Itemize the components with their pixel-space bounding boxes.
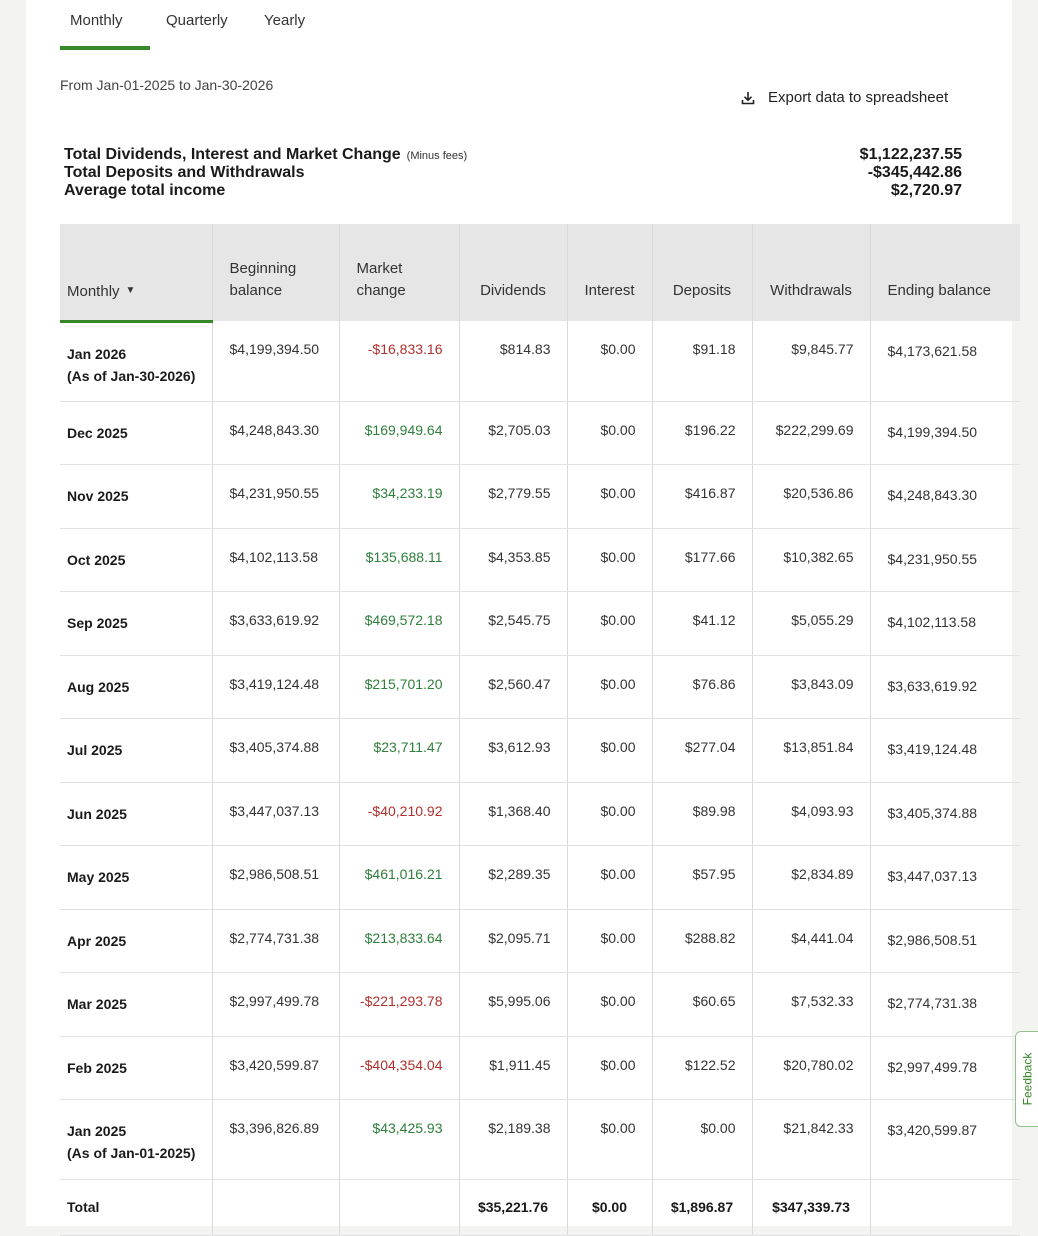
market-change-cell: $34,233.19 <box>339 464 459 528</box>
interest-cell: $0.00 <box>567 718 652 782</box>
table-row <box>60 655 1020 718</box>
deposits-cell: $288.82 <box>652 909 752 972</box>
beginning-balance-cell: $4,102,113.58 <box>212 528 339 591</box>
dividends-cell: $2,705.03 <box>459 401 567 464</box>
total-label: Total <box>60 1179 212 1235</box>
period-cell: Jul 2025 <box>60 718 212 782</box>
table-row <box>60 718 1020 782</box>
market-change-cell: -$404,354.04 <box>339 1036 459 1099</box>
summary-block <box>64 146 962 200</box>
period-cell: Dec 2025 <box>60 401 212 464</box>
interest-cell: $0.00 <box>567 782 652 845</box>
activity-table-container[interactable] <box>60 224 991 1220</box>
beginning-balance-cell: $3,447,037.13 <box>212 782 339 845</box>
deposits-cell: $76.86 <box>652 655 752 718</box>
total-empty-cell <box>212 1179 339 1235</box>
as-of-note: (As of Jan-01-2025) <box>67 1144 196 1161</box>
download-icon <box>740 90 756 106</box>
table-row <box>60 401 1020 464</box>
withdrawals-cell: $20,536.86 <box>752 464 870 528</box>
withdrawals-cell: $10,382.65 <box>752 528 870 591</box>
minus-fees-note: (Minus fees) <box>406 150 468 162</box>
deposits-cell: $122.52 <box>652 1036 752 1099</box>
interest-cell: $0.00 <box>567 591 652 655</box>
period-cell: Jun 2025 <box>60 782 212 845</box>
withdrawals-cell: $13,851.84 <box>752 718 870 782</box>
table-row <box>60 591 1020 655</box>
beginning-balance-cell: $2,997,499.78 <box>212 972 339 1036</box>
market-change-cell: $461,016.21 <box>339 845 459 909</box>
interest-cell: $0.00 <box>567 972 652 1036</box>
total-interest: $0.00 <box>567 1179 652 1235</box>
market-change-cell: $43,425.93 <box>339 1099 459 1179</box>
dividends-cell: $2,289.35 <box>459 845 567 909</box>
period-cell: Mar 2025 <box>60 972 212 1036</box>
withdrawals-cell: $21,842.33 <box>752 1099 870 1179</box>
period-cell: Apr 2025 <box>60 909 212 972</box>
column-header-withdrawals: Withdrawals <box>752 224 870 321</box>
column-header-dividends: Dividends <box>459 224 567 321</box>
table-row <box>60 972 1020 1036</box>
table-row <box>60 464 1020 528</box>
market-change-cell: $169,949.64 <box>339 401 459 464</box>
interest-cell: $0.00 <box>567 845 652 909</box>
feedback-label: Feedback <box>1020 1052 1035 1106</box>
deposits-cell: $177.66 <box>652 528 752 591</box>
interest-cell: $0.00 <box>567 528 652 591</box>
period-cell: May 2025 <box>60 845 212 909</box>
market-change-cell: $213,833.64 <box>339 909 459 972</box>
ending-balance-cell: $3,419,124.48 <box>870 718 1020 782</box>
ending-balance-cell: $4,231,950.55 <box>870 528 1020 591</box>
withdrawals-cell: $20,780.02 <box>752 1036 870 1099</box>
tab-quarterly[interactable]: Quarterly <box>166 12 228 29</box>
deposits-cell: $60.65 <box>652 972 752 1036</box>
interest-cell: $0.00 <box>567 909 652 972</box>
summary-average-value: $2,720.97 <box>890 182 962 199</box>
period-cell: Jan 2026 (As of Jan-30-2026) <box>60 321 212 401</box>
activity-card <box>26 0 1012 1226</box>
beginning-balance-cell: $3,420,599.87 <box>212 1036 339 1099</box>
beginning-balance-cell: $3,405,374.88 <box>212 718 339 782</box>
summary-deposits-value: -$345,442.86 <box>867 164 962 181</box>
interest-cell: $0.00 <box>567 321 652 401</box>
beginning-balance-cell: $4,231,950.55 <box>212 464 339 528</box>
summary-deposits-label: Total Deposits and Withdrawals <box>64 164 305 181</box>
column-header-market-change: Market change <box>339 224 459 321</box>
ending-balance-cell: $4,199,394.50 <box>870 401 1020 464</box>
ending-balance-cell: $2,986,508.51 <box>870 909 1020 972</box>
table-row <box>60 528 1020 591</box>
ending-balance-cell: $4,173,621.58 <box>870 321 1020 401</box>
column-header-period[interactable]: Monthly ▼ <box>60 224 212 321</box>
ending-balance-cell: $2,774,731.38 <box>870 972 1020 1036</box>
sort-down-icon: ▼ <box>125 284 136 296</box>
interest-cell: $0.00 <box>567 464 652 528</box>
ending-balance-cell: $4,102,113.58 <box>870 591 1020 655</box>
period-cell: Nov 2025 <box>60 464 212 528</box>
ending-balance-cell: $3,405,374.88 <box>870 782 1020 845</box>
deposits-cell: $41.12 <box>652 591 752 655</box>
market-change-cell: -$40,210.92 <box>339 782 459 845</box>
column-header-beginning-balance: Beginning balance <box>212 224 339 321</box>
ending-balance-cell: $4,248,843.30 <box>870 464 1020 528</box>
market-change-cell: $135,688.11 <box>339 528 459 591</box>
table-row <box>60 845 1020 909</box>
withdrawals-cell: $5,055.29 <box>752 591 870 655</box>
as-of-note: (As of Jan-30-2026) <box>67 367 196 384</box>
date-range: From Jan-01-2025 to Jan-30-2026 <box>60 77 274 93</box>
table-row <box>60 1036 1020 1099</box>
deposits-cell: $277.04 <box>652 718 752 782</box>
summary-average-label: Average total income <box>64 182 226 199</box>
deposits-cell: $416.87 <box>652 464 752 528</box>
market-change-cell: $215,701.20 <box>339 655 459 718</box>
withdrawals-cell: $4,093.93 <box>752 782 870 845</box>
period-cell: Jan 2025 (As of Jan-01-2025) <box>60 1099 212 1179</box>
market-change-cell: $469,572.18 <box>339 591 459 655</box>
ending-balance-cell: $3,633,619.92 <box>870 655 1020 718</box>
withdrawals-cell: $3,843.09 <box>752 655 870 718</box>
dividends-cell: $2,560.47 <box>459 655 567 718</box>
total-empty-cell <box>870 1179 1020 1235</box>
interest-cell: $0.00 <box>567 1099 652 1179</box>
dividends-cell: $2,189.38 <box>459 1099 567 1179</box>
beginning-balance-cell: $3,419,124.48 <box>212 655 339 718</box>
export-button[interactable] <box>740 89 948 106</box>
withdrawals-cell: $4,441.04 <box>752 909 870 972</box>
beginning-balance-cell: $4,199,394.50 <box>212 321 339 401</box>
dividends-cell: $3,612.93 <box>459 718 567 782</box>
total-dividends: $35,221.76 <box>459 1179 567 1235</box>
dividends-cell: $1,368.40 <box>459 782 567 845</box>
period-cell: Oct 2025 <box>60 528 212 591</box>
period-cell: Aug 2025 <box>60 655 212 718</box>
column-header-ending-balance: Ending balance <box>870 224 1020 321</box>
total-withdrawals: $347,339.73 <box>752 1179 870 1235</box>
tab-yearly[interactable]: Yearly <box>264 12 306 29</box>
interest-cell: $0.00 <box>567 401 652 464</box>
ending-balance-cell: $3,420,599.87 <box>870 1099 1020 1179</box>
tab-monthly[interactable]: Monthly <box>70 12 123 29</box>
beginning-balance-cell: $3,633,619.92 <box>212 591 339 655</box>
interest-cell: $0.00 <box>567 655 652 718</box>
beginning-balance-cell: $2,986,508.51 <box>212 845 339 909</box>
market-change-cell: -$221,293.78 <box>339 972 459 1036</box>
table-row <box>60 321 1020 401</box>
dividends-cell: $5,995.06 <box>459 972 567 1036</box>
deposits-cell: $196.22 <box>652 401 752 464</box>
active-tab-indicator <box>60 46 150 50</box>
total-row <box>60 1179 1020 1235</box>
feedback-tab[interactable] <box>1015 1031 1038 1127</box>
table-row <box>60 1099 1020 1179</box>
column-header-deposits: Deposits <box>652 224 752 321</box>
period-cell: Feb 2025 <box>60 1036 212 1099</box>
deposits-cell: $57.95 <box>652 845 752 909</box>
total-empty-cell <box>339 1179 459 1235</box>
dividends-cell: $1,911.45 <box>459 1036 567 1099</box>
withdrawals-cell: $7,532.33 <box>752 972 870 1036</box>
withdrawals-cell: $222,299.69 <box>752 401 870 464</box>
total-deposits: $1,896.87 <box>652 1179 752 1235</box>
beginning-balance-cell: $4,248,843.30 <box>212 401 339 464</box>
summary-dividends-label: Total Dividends, Interest and Market Change (Minus fees) <box>64 146 468 163</box>
ending-balance-cell: $2,997,499.78 <box>870 1036 1020 1099</box>
beginning-balance-cell: $2,774,731.38 <box>212 909 339 972</box>
dividends-cell: $2,095.71 <box>459 909 567 972</box>
ending-balance-cell: $3,447,037.13 <box>870 845 1020 909</box>
column-header-interest: Interest <box>567 224 652 321</box>
beginning-balance-cell: $3,396,826.89 <box>212 1099 339 1179</box>
period-cell: Sep 2025 <box>60 591 212 655</box>
summary-dividends-value: $1,122,237.55 <box>859 146 962 163</box>
activity-table <box>60 224 1020 1236</box>
export-label: Export data to spreadsheet <box>768 89 949 106</box>
table-row <box>60 782 1020 845</box>
dividends-cell: $2,779.55 <box>459 464 567 528</box>
dividends-cell: $2,545.75 <box>459 591 567 655</box>
withdrawals-cell: $9,845.77 <box>752 321 870 401</box>
deposits-cell: $91.18 <box>652 321 752 401</box>
table-header <box>60 224 1020 321</box>
dividends-cell: $4,353.85 <box>459 528 567 591</box>
market-change-cell: -$16,833.16 <box>339 321 459 401</box>
deposits-cell: $0.00 <box>652 1099 752 1179</box>
withdrawals-cell: $2,834.89 <box>752 845 870 909</box>
deposits-cell: $89.98 <box>652 782 752 845</box>
market-change-cell: $23,711.47 <box>339 718 459 782</box>
dividends-cell: $814.83 <box>459 321 567 401</box>
table-row <box>60 909 1020 972</box>
interest-cell: $0.00 <box>567 1036 652 1099</box>
